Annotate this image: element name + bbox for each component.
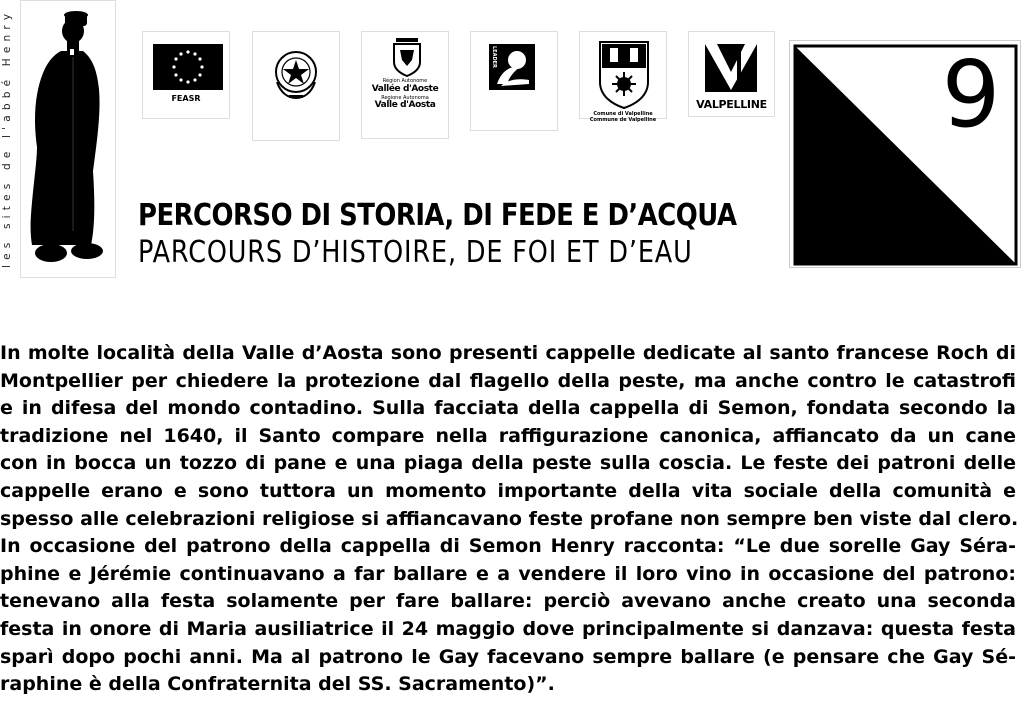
body-line: In occasione del patrono della cappella di Semon Henry racconta: “Le due sorelle Gay Séra- (0, 535, 1016, 558)
italian-republic-emblem (252, 31, 340, 141)
region-line-2: Vallée d'Aoste (371, 84, 439, 94)
site-number-box (789, 40, 1021, 268)
region-line-3: Regione Autonoma (381, 95, 429, 101)
site-number: 9 (941, 41, 1001, 148)
body-line: Montpellier per chiedere la protezione dal flagello della peste, ma anche contro le catastrofi (0, 369, 1016, 392)
body-line: In molte località della Valle d’Aosta sono presenti cappelle dedicate al santo francese Roch di (0, 342, 1016, 364)
body-line: festa in onore di Maria ausiliatrice il 24 maggio dove principalmente si danzava: questa festa (0, 617, 1016, 640)
body-paragraph (0, 340, 1019, 699)
body-line: spesso alle celebrazioni religiose si affiancavano feste profane non sempre ben viste dal clero. (0, 507, 1019, 530)
eu-logo (142, 31, 230, 119)
body-line: sparì dopo pochi anni. Ma al patrono le Gay facevano sempre ballare (e pensare che Gay Sé- (0, 645, 1016, 668)
body-line: tradizione nel 1640, il Santo compare nella raffigurazione canonica, affiancato da un cane (0, 424, 1016, 447)
valpelline-caption: VALPELLINE (696, 98, 767, 111)
body-line: con in bocca un tozzo di pane e una piaga della peste sulla coscia. Le feste dei patroni delle (0, 452, 1016, 475)
commune-line-1: Comune di Valpelline (593, 111, 653, 117)
body-line: raphine è della Confraternita del SS. Sacramento)”. (0, 673, 555, 696)
title-italian: PERCORSO DI STORIA, DI FEDE E D’ACQUA (138, 198, 737, 233)
series-label: les sites de l'abbé Henry (1, 8, 13, 268)
commune-crest (579, 31, 667, 123)
region-logo (361, 31, 449, 139)
body-line: phine e Jérémie continuavano a far ballare e a vendere il loro vino in occasione del patrono: (0, 562, 1016, 585)
abbe-silhouette (20, 0, 116, 278)
body-line: tenevano alla festa solamente per fare ballare: perciò avevano anche creato una seconda (0, 590, 1016, 613)
body-line: cappelle erano e sono tuttora un momento importante della vita sociale della comunità e (0, 479, 1016, 502)
body-line: e in difesa del mondo contadino. Sulla facciata della cappella di Semon, fondata secondo la (0, 397, 1016, 420)
valpelline-logo (688, 31, 775, 117)
leader-logo (470, 31, 558, 131)
commune-line-2: Commune de Valpelline (589, 117, 657, 123)
region-line-4: Valle d'Aosta (374, 100, 436, 110)
leader-vertical-text: LEADER (491, 46, 497, 68)
title-french: PARCOURS D’HISTOIRE, DE FOI ET D’EAU (138, 235, 693, 270)
region-line-1: Région Autonome (382, 78, 428, 84)
eu-logo-caption: FEASR (171, 94, 201, 103)
